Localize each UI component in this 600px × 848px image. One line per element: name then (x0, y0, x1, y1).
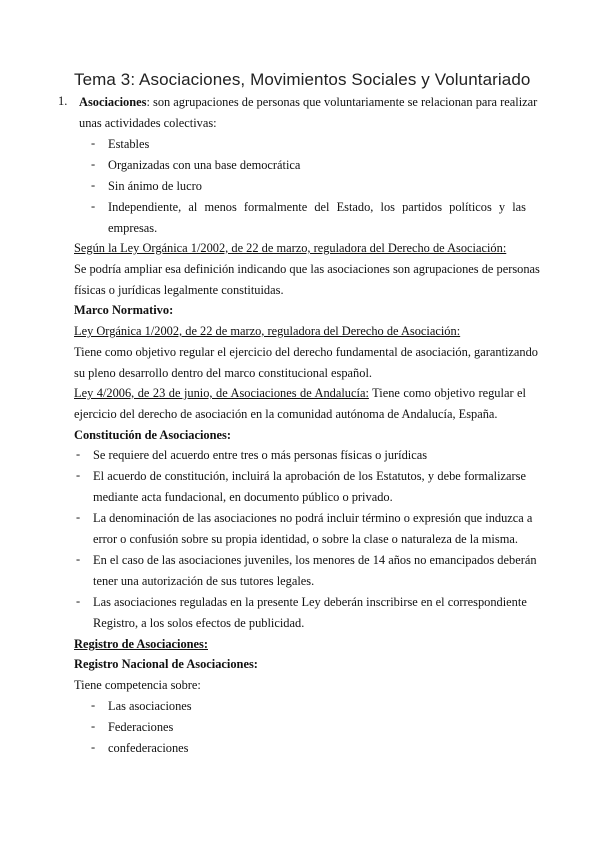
bullet-dash: - (76, 447, 81, 461)
ley-reference-text-1: Se podría ampliar esa definición indicando que las asociaciones son agrupaciones de personas (74, 262, 540, 276)
marco-normativo-heading: Marco Normativo: (74, 303, 174, 317)
section-number: 1. (58, 94, 68, 108)
term-asociaciones: Asociaciones (79, 95, 147, 109)
definition-line-2: unas actividades colectivas: (79, 116, 217, 130)
page-title: Tema 3: Asociaciones, Movimientos Sociales y Voluntariado (74, 70, 531, 89)
constitucion-item-3: La denominación de las asociaciones no podrá incluir término o expresión que induzca a (93, 511, 533, 525)
registro-item: Federaciones (108, 720, 174, 734)
ley2-title: Ley 4/2006, de 23 de junio, de Asociaciones de Andalucía: (74, 386, 369, 400)
ley2-line-2: ejercicio del derecho de asociación en la comunidad autónoma de Andalucía, España. (74, 407, 498, 421)
list-item: Estables (108, 137, 150, 151)
list-item: Organizadas con una base democrática (108, 158, 301, 172)
constitucion-item-5-cont: Registro, a los solos efectos de publicidad. (93, 616, 305, 630)
definition-line-1 (79, 94, 537, 110)
bullet-dash: - (76, 552, 81, 566)
bullet-dash: - (91, 136, 96, 150)
ley-reference-heading: Según la Ley Orgánica 1/2002, de 22 de marzo, reguladora del Derecho de Asociación: (74, 241, 507, 255)
registro-heading: Registro de Asociaciones: (74, 637, 208, 651)
list-item: Sin ánimo de lucro (108, 179, 202, 193)
bullet-dash: - (91, 157, 96, 171)
ley1-text-1: Tiene como objetivo regular el ejercicio del derecho fundamental de asociación, garantizando (74, 345, 539, 359)
constitucion-item-2: El acuerdo de constitución, incluirá la aprobación de los Estatutos, y debe formalizarse (93, 469, 526, 483)
constitucion-item-3-cont: error o confusión sobre su propia identidad, o sobre la clase o naturaleza de la misma. (93, 532, 518, 546)
registro-nacional-heading: Registro Nacional de Asociaciones: (74, 657, 258, 671)
constitucion-item-4: En el caso de las asociaciones juveniles, los menores de 14 años no emancipados deberán (93, 553, 537, 567)
constitucion-heading: Constitución de Asociaciones: (74, 428, 231, 442)
constitucion-item-5: Las asociaciones reguladas en la presente Ley deberán inscribirse en el correspondiente (93, 595, 527, 609)
constitucion-item-2-cont: mediante acta fundacional, en documento público o privado. (93, 490, 393, 504)
bullet-dash: - (76, 468, 81, 482)
bullet-dash: - (76, 510, 81, 524)
registro-item: Las asociaciones (108, 699, 192, 713)
list-item-continuation: empresas. (108, 221, 158, 235)
bullet-dash: - (91, 178, 96, 192)
constitucion-item-4-cont: tener una autorización de sus tutores legales. (93, 574, 315, 588)
list-item: Independiente, al menos formalmente del Estado, los partidos políticos y las (108, 200, 526, 214)
ley1-text-2: su pleno desarrollo dentro del marco constitucional español. (74, 366, 372, 380)
bullet-dash: - (91, 199, 96, 213)
ley1-title: Ley Orgánica 1/2002, de 22 de marzo, reguladora del Derecho de Asociación: (74, 324, 461, 338)
ley2-line-1: Ley 4/2006, de 23 de junio, de Asociaciones de Andalucía: Tiene como objetivo regular el (74, 386, 526, 400)
registro-intro: Tiene competencia sobre: (74, 678, 201, 692)
bullet-dash: - (76, 594, 81, 608)
bullet-dash: - (91, 719, 96, 733)
ley-reference-text-2: físicas o jurídicas legalmente constituidas. (74, 283, 284, 297)
definition-text: : son agrupaciones de personas que voluntariamente se relacionan para realizar (146, 95, 538, 109)
constitucion-item-1: Se requiere del acuerdo entre tres o más personas físicas o jurídicas (93, 448, 428, 462)
registro-item: confederaciones (108, 741, 189, 755)
bullet-dash: - (91, 740, 96, 754)
bullet-dash: - (91, 698, 96, 712)
